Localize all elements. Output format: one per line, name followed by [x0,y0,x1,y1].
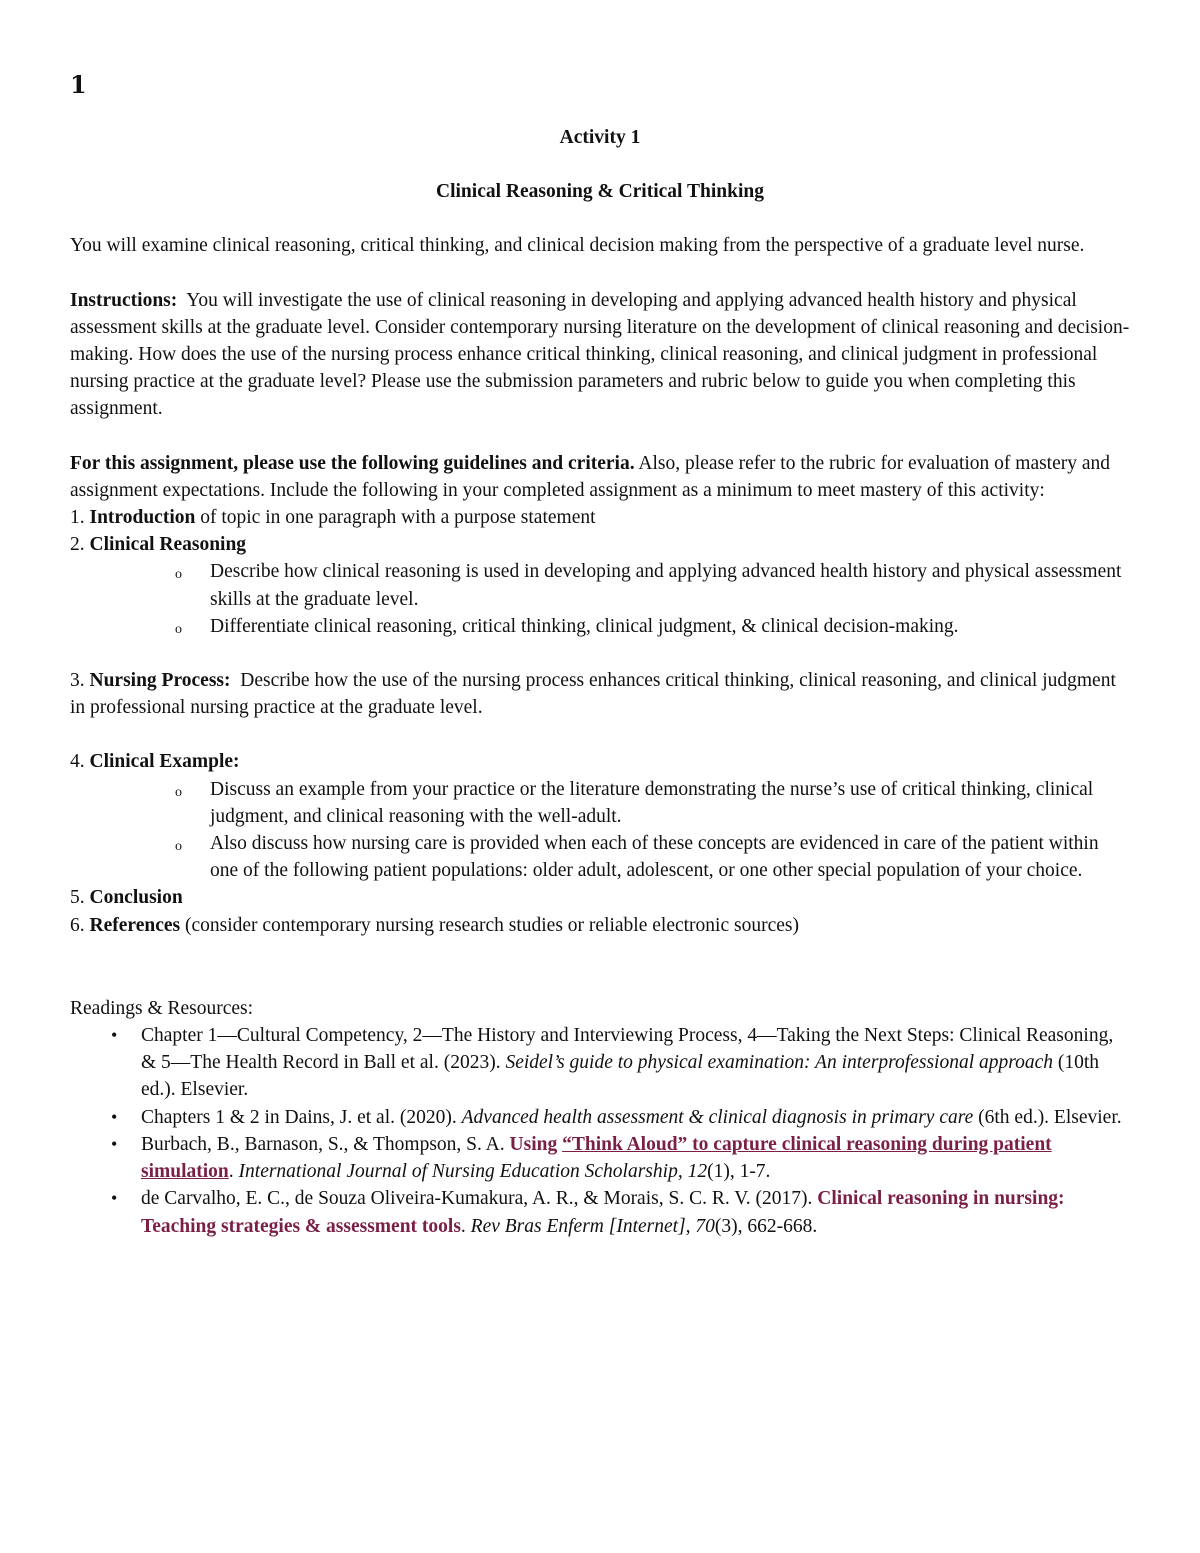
sub-item-text: Differentiate clinical reasoning, critical thinking, clinical judgment, & clinical decision-making. [210,615,959,637]
reading-item: • de Carvalho, E. C., de Souza Oliveira-Kumakura, A. R., & Morais, S. C. R. V. (2017). Clinical reasoning in nursing: Teaching strategies & assessment tools. Rev Bras Enferm [Internet], 70(3), 662-668. [141,1185,1130,1239]
guidelines-text: Also, please refer to the rubric for evaluation of mastery and assignment expectations. Include the following in your completed assignment as a minimum to meet mastery of this activity: [70,452,1111,501]
bullet-icon: • [111,1106,118,1127]
item-heading: Clinical Reasoning [89,534,247,556]
reading-edition: (10th ed.). Elsevier. [141,1052,1100,1101]
list-item [70,912,1130,939]
item-number: 4. [70,751,85,773]
bullet-icon: • [111,1133,118,1154]
reading-title: Seidel’s guide to physical examination: An interprofessional approach [505,1052,1054,1074]
sub-item-text: Describe how clinical reasoning is used in developing and applying advanced health history and physical assessment skills at the graduate level. [210,561,1122,610]
activity-title: Activity 1 [559,127,641,148]
sub-item-text: Discuss an example from your practice or the literature demonstrating the nurse’s use of critical thinking, clinical judgment, and clinical reasoning with the well-adult. [210,778,1094,827]
item-number: 6. [70,914,85,936]
reading-item [111,1022,1130,1104]
guidelines-label: For this assignment, please use the following guidelines and criteria. [70,452,635,474]
list-item [70,504,1130,531]
reading-journal: Rev Bras Enferm [Internet], 70 [470,1215,715,1237]
reading-text: Chapter 1—Cultural Competency, 2—The History and Interviewing Process, 4—Taking the Next Steps: Clinical Reasoning, & 5—The Health Record in Ball et al. (2023). [141,1025,1114,1074]
item-heading: Nursing Process: [89,670,231,692]
item-text: (consider contemporary nursing research studies or reliable electronic sources) [184,914,799,936]
item-text: of topic in one paragraph with a purpose statement [200,507,596,529]
reading-journal: International Journal of Nursing Education Scholarship, 12 [238,1161,708,1183]
readings-list [70,1022,1130,1240]
readings-heading: Readings & Resources: [70,997,254,1019]
page-number: 1 [70,70,87,99]
sub-list-item [175,613,1130,640]
item-text: Describe how the use of the nursing process enhances critical thinking, clinical reasoning, and clinical judgment in professional nursing practice at the graduate level. [70,670,1116,719]
sub-bullet-icon: o [175,567,182,583]
sub-bullet-icon: o [175,784,182,800]
sub-bullet-icon: o [175,621,182,637]
instructions-label: Instructions: [70,289,178,311]
criteria-list [70,504,1130,939]
item-number: 1. [70,507,85,529]
document-body [70,124,1130,1240]
instructions-paragraph [70,287,1130,423]
reading-lead-word: Using [509,1133,558,1155]
list-item [70,748,1130,884]
item-heading: References [89,914,181,936]
reading-link[interactable]: Clinical reasoning in nursing: Teaching strategies & assessment tools [141,1188,1065,1237]
item-number: 2. [70,534,85,556]
instructions-text: You will investigate the use of clinical reasoning in developing and applying advanced health history and physical assessment skills at the graduate level. Consider contemporary nursing literature on the development of clinical reasoning and decision-making. How does the use of the nursing process enhance critical thinking, clinical reasoning, and clinical judgment in professional nursing practice at the graduate level? Please use the submission parameters and rubric below to guide you when completing this assignment. [70,289,1130,420]
sub-list [70,776,1130,885]
bullet-icon: • [111,1025,118,1046]
sub-list-item [175,830,1130,884]
reading-issue: (1), 1-7. [707,1161,771,1183]
sub-list-item [175,558,1130,612]
list-item [70,667,1130,721]
sub-bullet-icon: o [175,839,182,855]
list-item [70,884,1130,911]
reading-text: Chapters 1 & 2 in Dains, J. et al. (2020). [141,1106,457,1128]
sub-list [70,558,1130,640]
sub-list-item [175,776,1130,830]
item-heading: Introduction [89,507,196,529]
sub-item-text: Also discuss how nursing care is provided when each of these concepts are evidenced in care of the patient within one of the following patient populations: older adult, adolescent, or one other special population of your choice. [210,833,1099,882]
reading-text: Burbach, B., Barnason, S., & Thompson, S. A. [141,1133,505,1155]
reading-issue: (3), 662-668. [714,1215,818,1237]
item-heading: Conclusion [89,887,183,909]
guidelines-paragraph [70,450,1130,504]
reading-title: Advanced health assessment & clinical diagnosis in primary care [461,1106,974,1128]
reading-link-text[interactable]: “Think Aloud” to capture clinical reasoning during patient simulation [141,1133,1052,1183]
reading-item [111,1104,1130,1131]
reading-text: de Carvalho, E. C., de Souza Oliveira-Kumakura, A. R., & Morais, S. C. R. V. (2017). [141,1188,813,1210]
reading-item: • Burbach, B., Barnason, S., & Thompson, S. A. Using “Think Aloud” to capture clinical reasoning during patient simulation. International Journal of Nursing Education Scholarship, 12(1), 1-7. [141,1131,1130,1185]
reading-edition: (6th ed.). Elsevier. [978,1106,1122,1128]
activity-subtitle: Clinical Reasoning & Critical Thinking [436,181,764,203]
item-number: 3. [70,670,85,692]
intro-paragraph: You will examine clinical reasoning, critical thinking, and clinical decision making from the perspective of a graduate level nurse. [70,235,1085,257]
item-heading: Clinical Example: [89,751,240,773]
item-number: 5. [70,887,85,909]
bullet-icon: • [111,1188,118,1209]
list-item [70,531,1130,640]
